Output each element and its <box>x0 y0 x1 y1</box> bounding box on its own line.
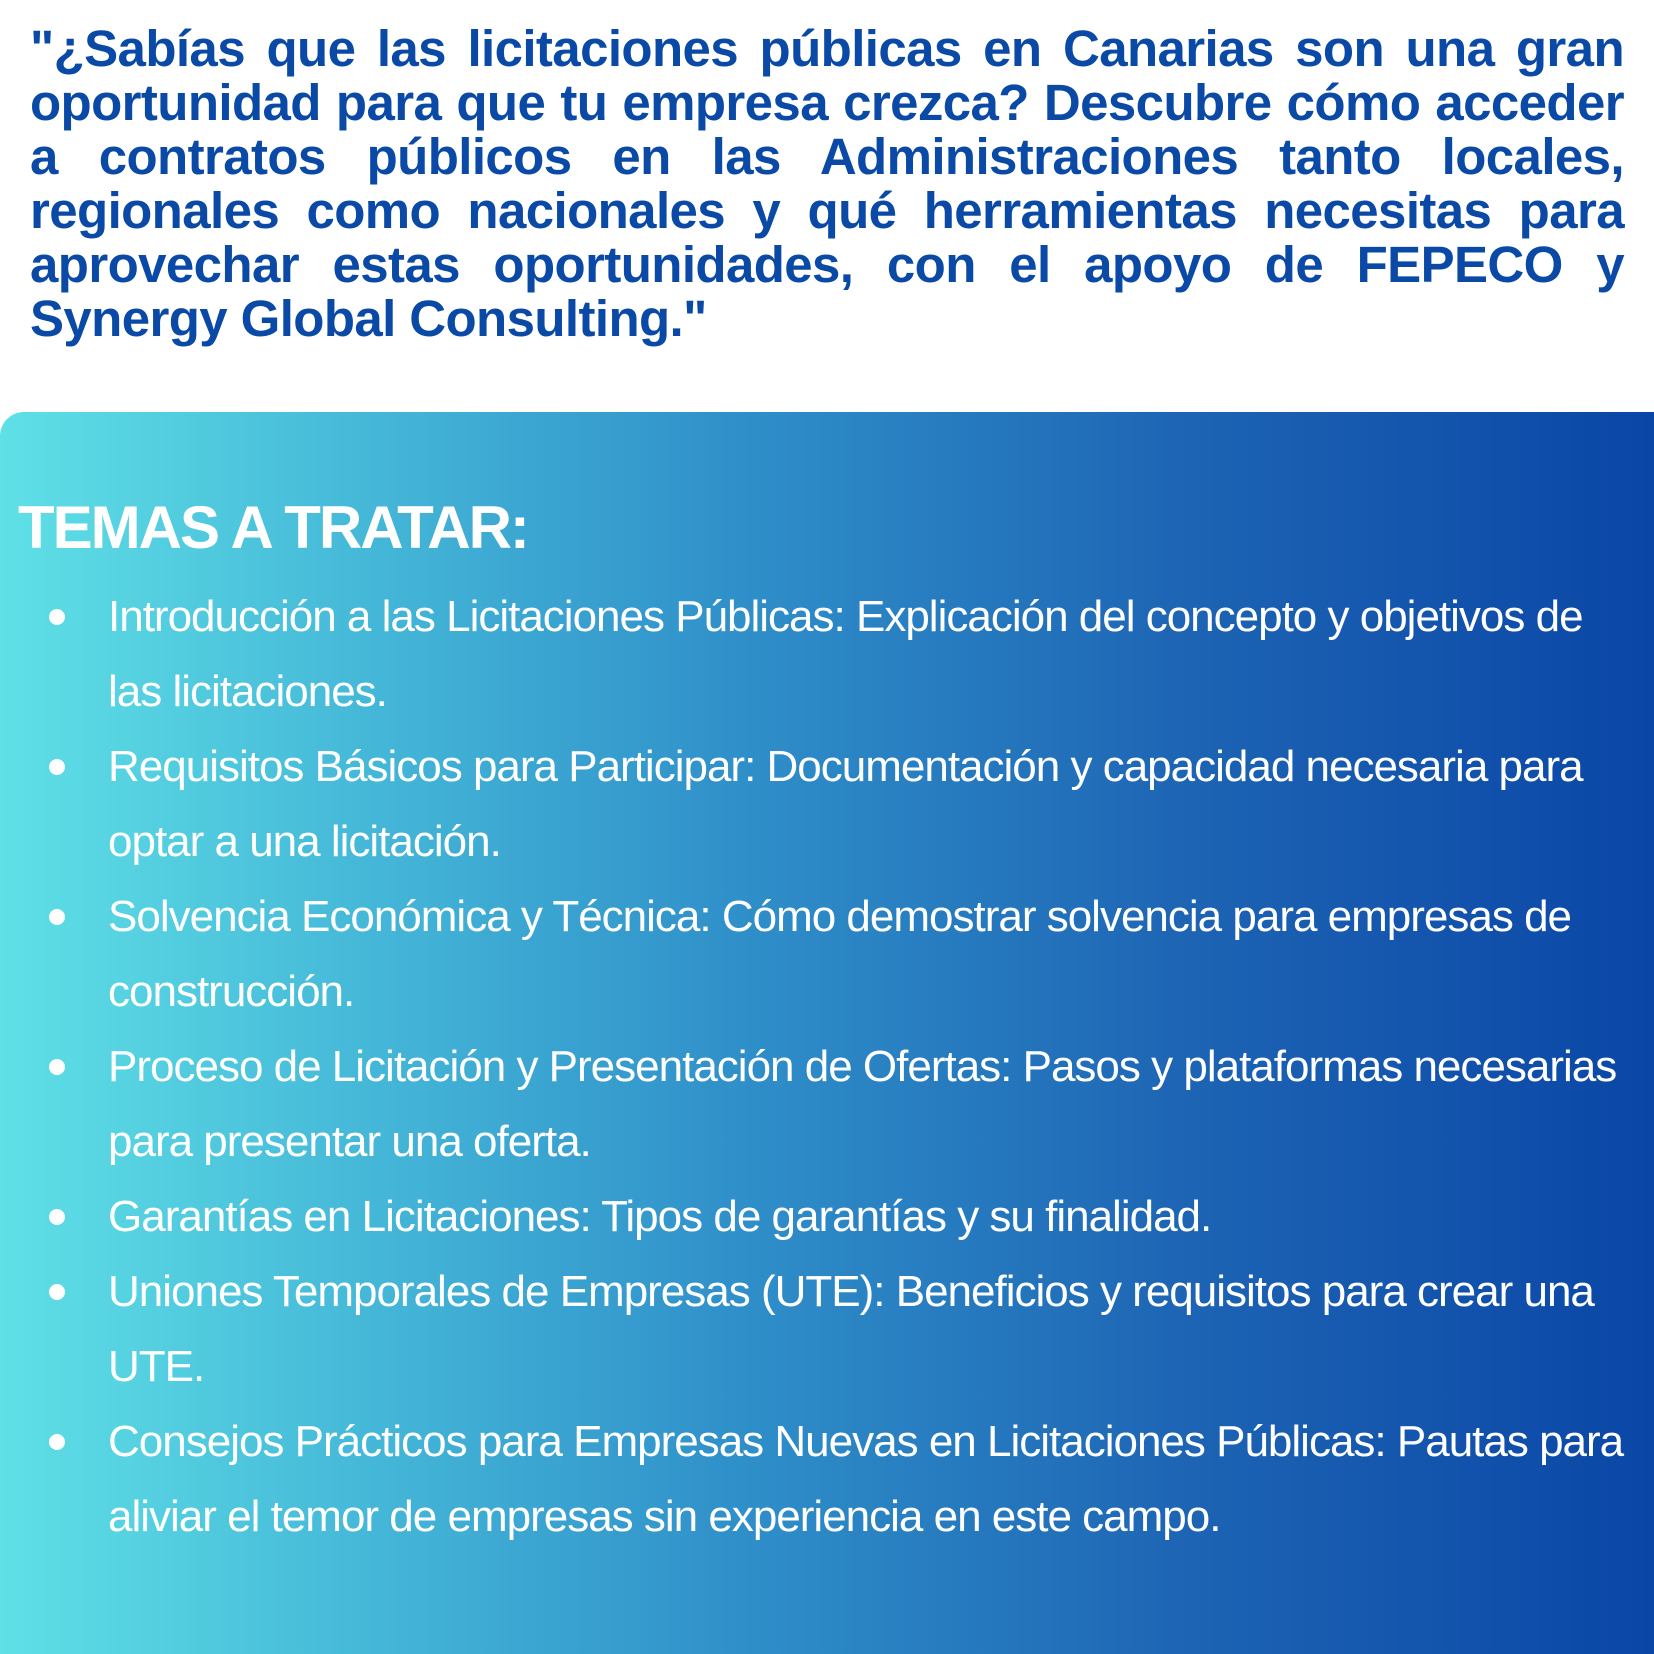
topic-text: Garantías en Licitaciones: Tipos de garantías y su finalidad. <box>108 1192 1212 1241</box>
topic-text: Consejos Prácticos para Empresas Nuevas en Licitaciones Públicas: Pautas para aliviar el temor de empresas sin experiencia en este campo. <box>108 1417 1624 1541</box>
topic-item <box>108 1029 1638 1179</box>
bullet-icon <box>49 609 65 625</box>
topic-text: Introducción a las Licitaciones Públicas: Explicación del concepto y objetivos de las licitaciones. <box>108 592 1583 716</box>
topic-item <box>108 1254 1638 1404</box>
topics-section <box>0 412 1654 1654</box>
intro-quote: "¿Sabías que las licitaciones públicas en Canarias son una gran oportunidad para que tu empresa crezca? Descubre cómo acceder a contratos públicos en las Administraciones tanto locales, regionales como nacionales y qué herramientas necesitas para aprovechar estas oportunidades, con el apoyo de FEPECO y Synergy Global Consulting." <box>30 20 1624 347</box>
topic-text: Proceso de Licitación y Presentación de Ofertas: Pasos y plataformas necesarias para presentar una oferta. <box>108 1042 1617 1166</box>
topic-item <box>108 1179 1638 1254</box>
topic-item <box>108 879 1638 1029</box>
bullet-icon <box>49 759 65 775</box>
topic-text: Solvencia Económica y Técnica: Cómo demostrar solvencia para empresas de construcción. <box>108 892 1572 1016</box>
bullet-icon <box>49 1059 65 1075</box>
bullet-icon <box>49 1434 65 1450</box>
intro-section <box>0 0 1654 412</box>
topic-text: Requisitos Básicos para Participar: Documentación y capacidad necesaria para optar a una licitación. <box>108 742 1583 866</box>
topics-heading: TEMAS A TRATAR: <box>18 494 528 561</box>
bullet-icon <box>49 1209 65 1225</box>
topic-item <box>108 1404 1638 1554</box>
topic-item <box>108 729 1638 879</box>
topic-text: Uniones Temporales de Empresas (UTE): Beneficios y requisitos para crear una UTE. <box>108 1267 1594 1391</box>
bullet-icon <box>49 909 65 925</box>
bullet-icon <box>49 1284 65 1300</box>
topics-list <box>108 579 1638 1554</box>
topic-item <box>108 579 1638 729</box>
